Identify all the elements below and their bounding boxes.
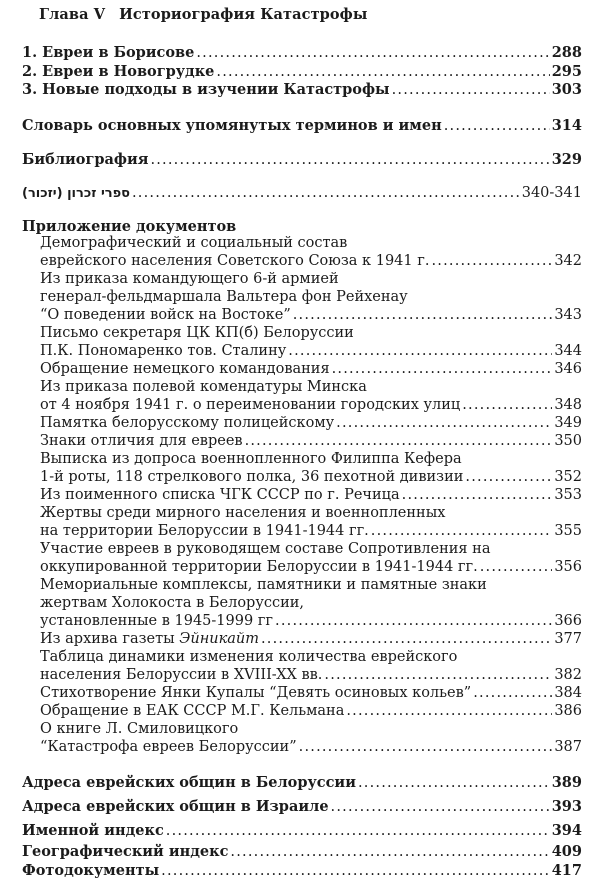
toc-entry-label: Адреса еврейских общин в Израиле xyxy=(22,798,329,815)
toc-entry-line: Таблица динамики изменения количества еврейского xyxy=(40,649,458,665)
toc-entry-label: 1-й роты, 118 стрелкового полка, 36 пехотной дивизии xyxy=(40,469,464,485)
toc-entry-geo-index[interactable] xyxy=(22,843,582,861)
toc-page-number: 343 xyxy=(554,307,582,323)
toc-entry-label: Обращение в ЕАК СССР М.Г. Кельмана xyxy=(40,703,345,719)
toc-entry-memorial-books[interactable] xyxy=(22,185,582,202)
leader-dots xyxy=(402,487,553,504)
leader-dots xyxy=(161,863,550,880)
toc-entry-line: Из приказа полевой комендатуры Минска xyxy=(40,379,367,395)
leader-dots xyxy=(371,523,553,540)
newspaper-title: Эйникайт xyxy=(179,631,259,647)
toc-entry-line: Мемориальные комплексы, памятники и памятные знаки xyxy=(40,577,487,593)
leader-dots xyxy=(431,253,552,270)
toc-entry-rechitsa-list[interactable] xyxy=(40,487,582,504)
leader-dots xyxy=(196,45,549,62)
toc-entry-section-3[interactable] xyxy=(22,81,582,99)
leader-dots xyxy=(462,397,552,414)
chapter-title: Историография Катастрофы xyxy=(119,6,368,23)
toc-page-number: 393 xyxy=(551,798,582,815)
toc-entry-label: Словарь основных упомянутых терминов и имен xyxy=(22,117,442,134)
toc-page-number: 349 xyxy=(554,415,582,431)
leader-dots xyxy=(275,613,552,630)
leader-dots xyxy=(480,559,553,576)
toc-page-number: 314 xyxy=(551,117,582,134)
toc-page-number: 384 xyxy=(554,685,582,701)
leader-dots xyxy=(216,64,549,81)
toc-entry-line: Жертвы среди мирного населения и военнопленных xyxy=(40,505,446,521)
appendix-heading: Приложение документов xyxy=(22,218,237,235)
toc-page-number: 346 xyxy=(554,361,582,377)
toc-entry-label: Библиография xyxy=(22,151,149,168)
toc-entry-label: Из поименного списка ЧГК СССР по г. Речица xyxy=(40,487,400,503)
leader-dots xyxy=(230,844,549,861)
toc-entry-communities-israel[interactable] xyxy=(22,798,582,816)
toc-entry-label: “О поведении войск на Востоке” xyxy=(40,307,291,323)
toc-entry-line: Демографический и социальный состав xyxy=(40,235,348,251)
toc-entry-label: установленные в 1945-1999 гг xyxy=(40,613,274,629)
chapter-heading xyxy=(39,6,367,23)
toc-entry-label: на территории Белоруссии в 1941-1944 гг. xyxy=(40,523,369,539)
toc-page-number: 356 xyxy=(554,559,582,575)
leader-dots xyxy=(166,823,550,840)
toc-entry-name-index[interactable] xyxy=(22,822,582,840)
toc-entry-label: населения Белоруссии в XVIII-XX вв. xyxy=(40,667,323,683)
toc-page-number: 377 xyxy=(554,631,582,647)
toc-entry-demography[interactable] xyxy=(40,253,582,270)
toc-entry-label: Памятка белорусскому полицейскому xyxy=(40,415,335,431)
toc-entry-german-command[interactable] xyxy=(40,361,582,378)
leader-dots xyxy=(245,433,553,450)
toc-page-number: 348 xyxy=(554,397,582,413)
toc-entry-smilovitsky-book[interactable] xyxy=(40,739,582,756)
toc-entry-label: ספרי זכרון (יזכור) xyxy=(22,186,130,201)
toc-page-number: 342 xyxy=(554,253,582,269)
leader-dots xyxy=(465,469,552,486)
toc-page-number: 288 xyxy=(551,44,582,61)
toc-page-number: 386 xyxy=(554,703,582,719)
toc-page-number: 353 xyxy=(554,487,582,503)
leader-dots xyxy=(288,343,552,360)
toc-entry-label: 2. Евреи в Новогрудке xyxy=(22,63,215,80)
toc-page-number: 352 xyxy=(554,469,582,485)
toc-entry-bibliography[interactable] xyxy=(22,151,582,169)
leader-dots xyxy=(331,799,550,816)
leader-dots xyxy=(358,775,550,792)
toc-entry-police-memo[interactable] xyxy=(40,415,582,432)
leader-dots xyxy=(293,307,553,324)
toc-entry-label: Именной индекс xyxy=(22,822,164,839)
toc-entry-label: Стихотворение Янки Купалы “Девять осиновых кольев” xyxy=(40,685,472,701)
leader-dots xyxy=(324,667,552,684)
toc-page-number: 355 xyxy=(554,523,582,539)
toc-entry-label: Знаки отличия для евреев xyxy=(40,433,243,449)
toc-page-number: 350 xyxy=(554,433,582,449)
toc-entry-label: П.К. Пономаренко тов. Сталину xyxy=(40,343,287,359)
toc-page-number: 387 xyxy=(554,739,582,755)
toc-entry-section-1[interactable] xyxy=(22,44,582,62)
toc-entry-line: О книге Л. Смиловицкого xyxy=(40,721,239,737)
toc-entry-ponomarenko-letter[interactable] xyxy=(40,343,582,360)
leader-dots xyxy=(150,152,549,169)
leader-dots xyxy=(132,185,520,202)
toc-entry-label: Адреса еврейских общин в Белоруссии xyxy=(22,774,356,791)
toc-entry-minsk-streets[interactable] xyxy=(40,397,582,414)
toc-entry-reichenau-order[interactable] xyxy=(40,307,582,324)
toc-page-number: 394 xyxy=(551,822,582,839)
toc-entry-label: от 4 ноября 1941 г. о переименовании городских улиц xyxy=(40,397,461,413)
toc-entry-line: Из приказа командующего 6-й армией xyxy=(40,271,339,287)
toc-entry-line: генерал-фельдмаршала Вальтера фон Рейхенау xyxy=(40,289,408,305)
toc-entry-resistance[interactable] xyxy=(40,559,582,576)
toc-page-number: 340-341 xyxy=(521,185,582,201)
toc-entry-line: Выписка из допроса военнопленного Филиппа Кефера xyxy=(40,451,462,467)
toc-page-number: 417 xyxy=(551,862,582,879)
leader-dots xyxy=(336,415,552,432)
toc-page-number: 303 xyxy=(551,81,582,98)
toc-entry-label: “Катастрофа евреев Белоруссии” xyxy=(40,739,297,755)
toc-entry-label: оккупированной территории Белоруссии в 1941-1944 гг. xyxy=(40,559,478,575)
toc-entry-glossary[interactable] xyxy=(22,117,582,135)
toc-entry-kupala-poem[interactable] xyxy=(40,685,582,702)
toc-entry-section-2[interactable] xyxy=(22,63,582,81)
leader-dots xyxy=(261,631,552,648)
toc-entry-line: жертвам Холокоста в Белоруссии, xyxy=(40,595,305,611)
toc-entry-label: Фотодокументы xyxy=(22,862,160,879)
toc-entry-kefer-interrogation[interactable] xyxy=(40,469,582,486)
toc-entry-label: Географический индекс xyxy=(22,843,229,860)
leader-dots xyxy=(346,703,552,720)
toc-page-number: 366 xyxy=(554,613,582,629)
leader-dots xyxy=(299,739,553,756)
chapter-number: Глава V xyxy=(39,6,106,23)
leader-dots xyxy=(444,118,550,135)
leader-dots xyxy=(332,361,553,378)
toc-entry-einikait-archive[interactable] xyxy=(40,631,582,648)
toc-entry-label-text: Из архива газеты xyxy=(40,631,180,647)
toc-entry-civilian-victims[interactable] xyxy=(40,523,582,540)
toc-page-number: 295 xyxy=(551,63,582,80)
toc-entry-label xyxy=(40,631,259,648)
toc-entry-label: Обращение немецкого командования xyxy=(40,361,330,377)
toc-entry-line: Письмо секретаря ЦК КП(б) Белоруссии xyxy=(40,325,354,341)
toc-entry-kelman-appeal[interactable] xyxy=(40,703,582,720)
toc-page-number: 329 xyxy=(551,151,582,168)
toc-entry-label: 1. Евреи в Борисове xyxy=(22,44,195,61)
toc-entry-population-table[interactable] xyxy=(40,667,582,684)
toc-entry-jewish-badges[interactable] xyxy=(40,433,582,450)
toc-entry-photo-docs[interactable] xyxy=(22,862,582,880)
leader-dots xyxy=(392,82,550,99)
toc-entry-communities-belarus[interactable] xyxy=(22,774,582,792)
toc-entry-memorials[interactable] xyxy=(40,613,582,630)
leader-dots xyxy=(473,685,552,702)
toc-page-number: 389 xyxy=(551,774,582,791)
toc-entry-label: еврейского населения Советского Союза к 1941 г. xyxy=(40,253,430,269)
toc-page-number: 344 xyxy=(554,343,582,359)
toc-entry-line: Участие евреев в руководящем составе Сопротивления на xyxy=(40,541,491,557)
toc-page-number: 382 xyxy=(554,667,582,683)
toc-entry-label: 3. Новые подходы в изучении Катастрофы xyxy=(22,81,390,98)
toc-page-number: 409 xyxy=(551,843,582,860)
